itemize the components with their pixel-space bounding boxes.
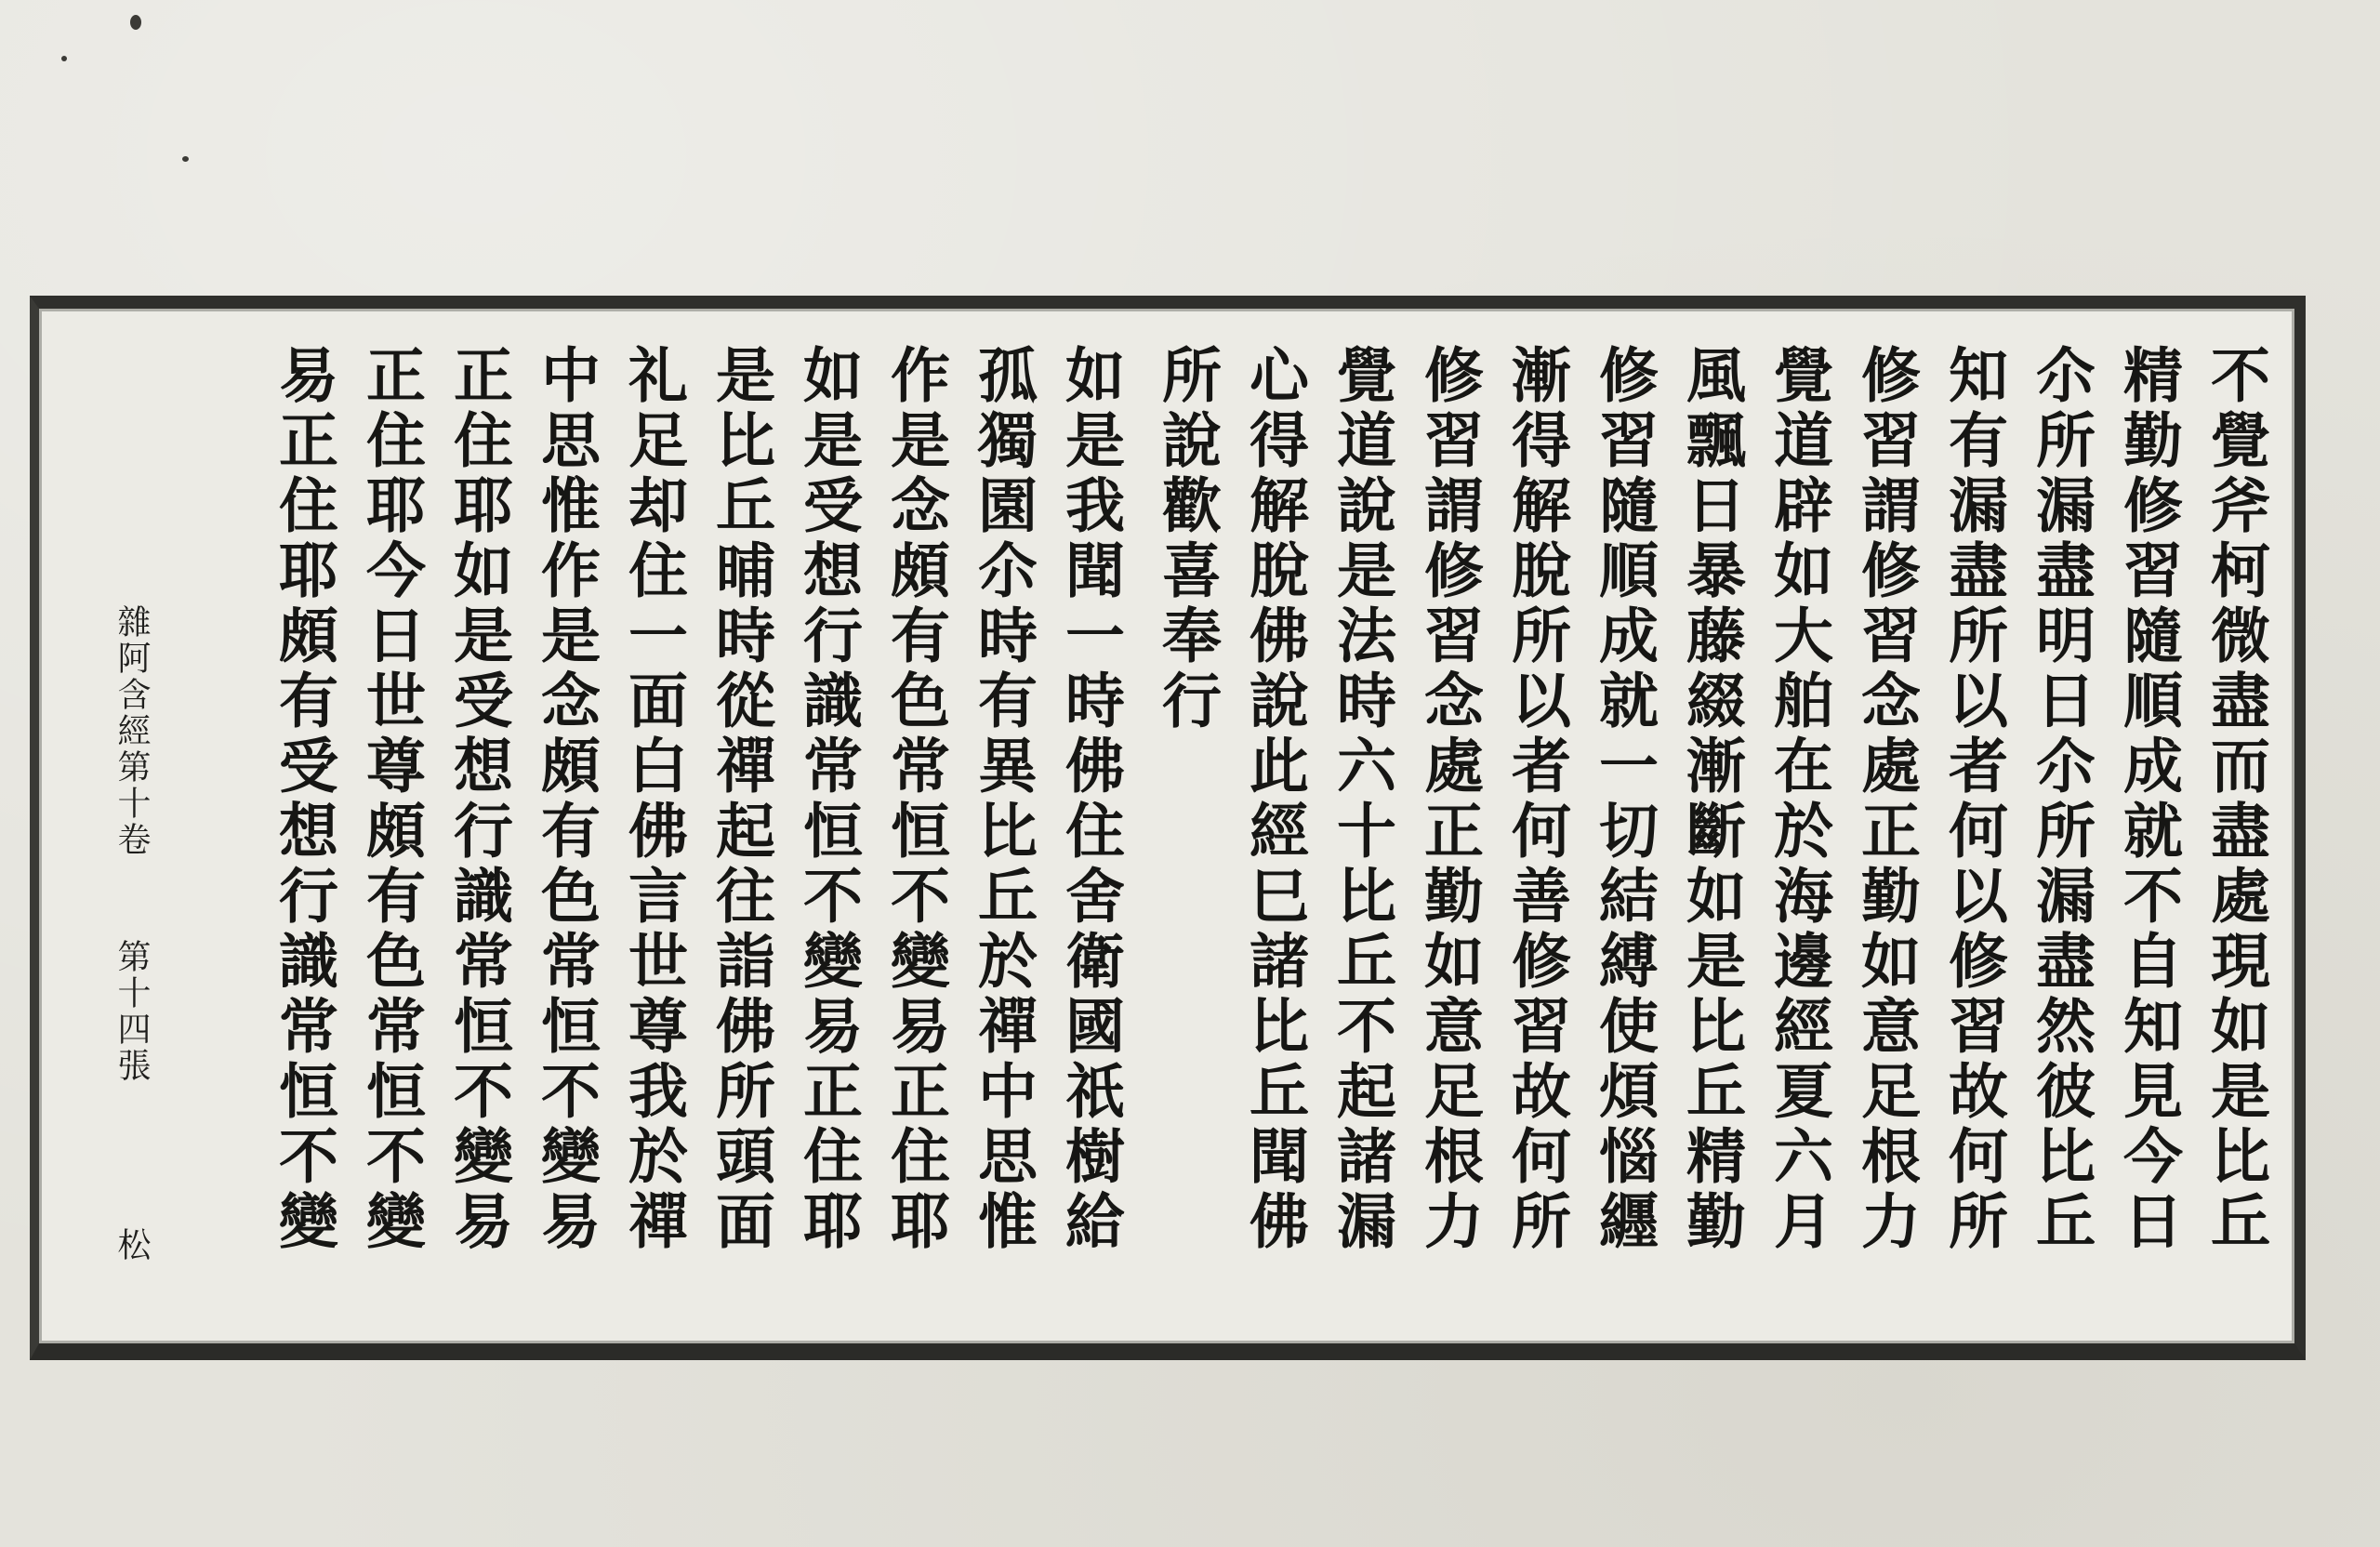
text-column-15: 孤獨園尒時有異比丘於禪中思惟 [968, 344, 1038, 1255]
text-column-22: 正住耶今日世尊頗有色常恒不變 [356, 344, 426, 1255]
marginal-page-number: 第十四張 [112, 939, 151, 1084]
text-column-5: 修習謂修習念處正勤如意足根力 [1851, 344, 1921, 1255]
text-column-14: 如是我聞一時佛住舍衛國祇樹給 [1055, 344, 1125, 1255]
text-column-21: 正住耶如是受想行識常恒不變易 [443, 344, 513, 1255]
text-column-17: 如是受想行識常恒不變易正住耶 [793, 344, 863, 1255]
marginal-mark: 松 [112, 1227, 151, 1263]
ink-fleck [130, 15, 141, 30]
text-column-13: 所說歡喜奉行 [1152, 344, 1222, 734]
text-column-6: 覺道辟如大舶在於海邊經夏六月 [1764, 344, 1833, 1255]
text-column-20: 中思惟作是念頗有色常恒不變易 [531, 344, 601, 1255]
text-column-9: 漸得解脫所以者何善修習故何所 [1501, 344, 1571, 1255]
ink-fleck [61, 56, 67, 61]
text-column-1: 不覺斧柯微盡而盡處現如是比丘 [2201, 344, 2270, 1255]
text-column-4: 知有漏盡所以者何以修習故何所 [1938, 344, 2008, 1255]
text-column-23: 易正住耶頗有受想行識常恒不變 [269, 344, 338, 1255]
text-column-10: 修習謂修習念處正勤如意足根力 [1414, 344, 1484, 1255]
text-column-12: 心得解脫佛說此經巳諸比丘聞佛 [1239, 344, 1309, 1255]
marginal-title: 雜阿含經第十卷 [112, 604, 151, 858]
ink-fleck [182, 156, 189, 162]
text-block [37, 318, 2287, 1350]
text-column-8: 修習隨順成就一切結縛使煩惱纒 [1589, 344, 1659, 1255]
text-column-18: 是比丘晡時從禪起往詣佛所頭面 [706, 344, 775, 1255]
text-column-7: 風飄日暴藤綴漸斷如是比丘精勤 [1676, 344, 1746, 1255]
text-column-3: 尒所漏盡明日尒所漏盡然彼比丘 [2026, 344, 2096, 1255]
text-column-16: 作是念頗有色常恒不變易正住耶 [880, 344, 950, 1255]
text-column-11: 覺道說是法時六十比丘不起諸漏 [1327, 344, 1396, 1255]
text-column-2: 精勤修習隨順成就不自知見今日 [2113, 344, 2183, 1255]
text-column-19: 礼足却住一面白佛言世尊我於禪 [618, 344, 688, 1255]
text-frame [30, 296, 2306, 1360]
